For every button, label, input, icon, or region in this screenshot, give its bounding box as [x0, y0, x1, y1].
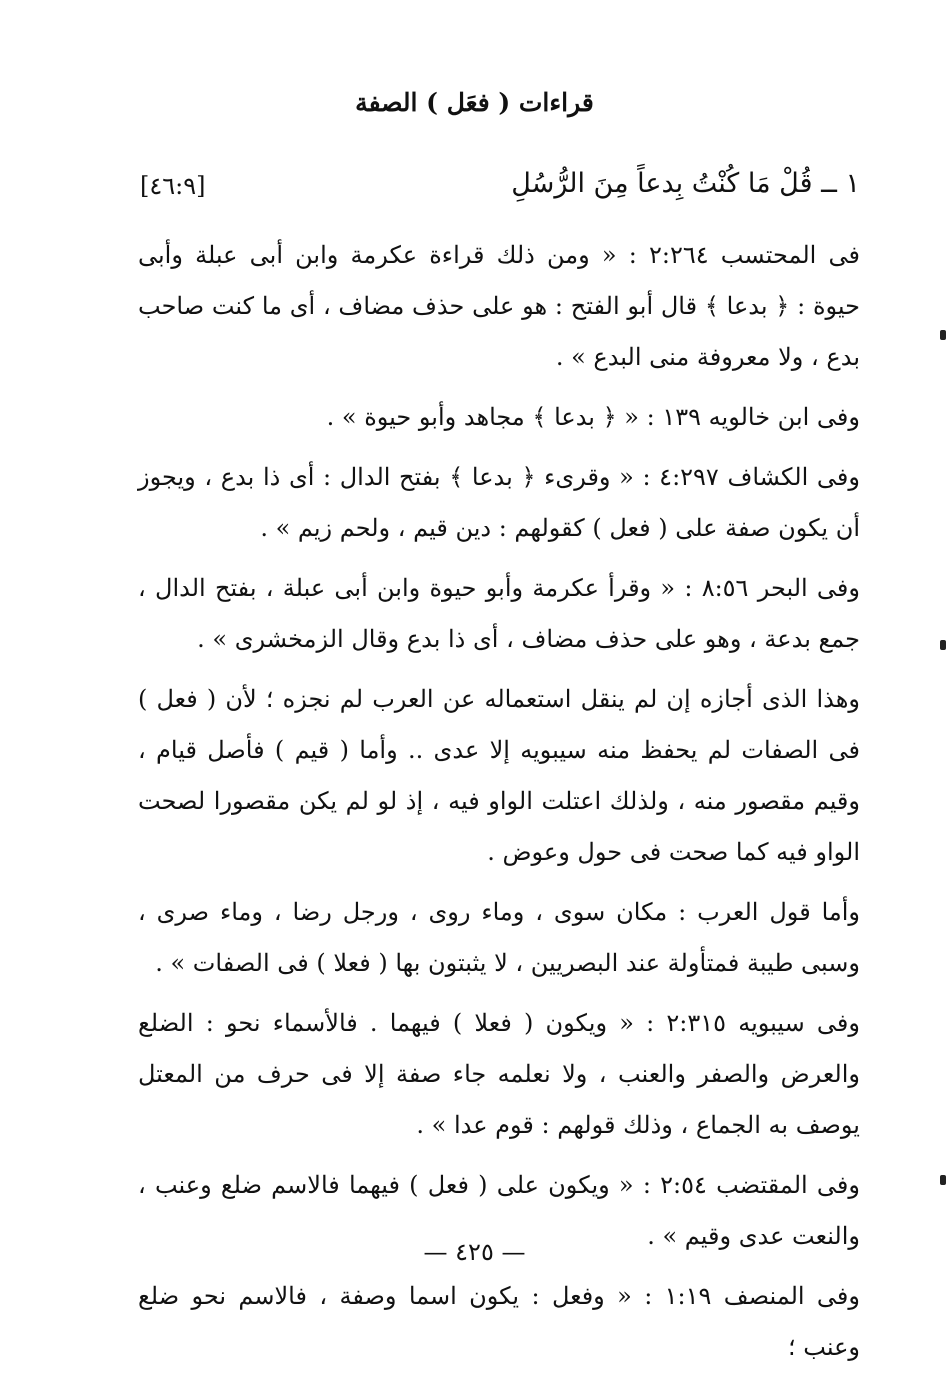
paragraph-muhtasib: فى المحتسب ٢:٢٦٤ : « ومن ذلك قراءة عكرمة وابن أبى عبلة وأبى حيوة : ﴿ بدعا ﴾ قال أبو الفتح : هو على حذف مضاف ، أى ما كنت صاحب بدع ، ولا معروفة منى البدع » . [138, 241, 860, 371]
paragraph-munsif: وفى المنصف ١:١٩ : « وفعل : يكون اسما وصفة ، فالاسم نحو ضلع وعنب ؛ [138, 1282, 860, 1361]
scan-edge-mark [940, 330, 946, 340]
paragraph-sibawayh: وفى سيبويه ٢:٣١٥ : « ويكون ( فعلا ) فيهما . فالأسماء نحو : الضلع والعرض والصفر والعنب ، ولا نعلمه جاء صفة إلا فى حرف من المعتل يوصف به الجماع ، وذلك قولهم : قوم عدا » . [138, 1009, 860, 1139]
scan-edge-mark [940, 1175, 946, 1185]
verse-reference: [٤٦:٩] [140, 172, 206, 200]
page-title: قراءات ( فعَل ) الصفة [355, 88, 594, 117]
body-text [138, 230, 860, 1373]
page-number: — ٤٢٥ — [423, 1238, 526, 1266]
verse-row [140, 168, 860, 212]
scan-edge-mark [940, 640, 946, 650]
paragraph-arab-usage: وأما قول العرب : مكان سوى ، وماء روى ، ورجل رضا ، وماء صرى ، وسبى طيبة فمتأولة عند البصريين ، لا يثبتون بها ( فعلا ) فى الصفات » . [138, 898, 860, 977]
paragraph-ibn-khalawayh: وفى ابن خالويه ١٣٩ : « ﴿ بدعا ﴾ مجاهد وأبو حيوة » . [326, 403, 860, 431]
paragraph-commentary: وهذا الذى أجازه إن لم ينقل استعماله عن العرب لم نجزه ؛ لأن ( فعل ) فى الصفات لم يحفظ منه سيبويه إلا عدى .. وأما ( قيم ) فأصل قيام ، وقيم مقصور منه ، ولذلك اعتلت الواو فيه ، إذ لو لم يكن مقصورا لصحت الواو فيه كما صحت فى حول وعوض . [138, 685, 860, 866]
paragraph-muqtadab: وفى المقتضب ٢:٥٤ : « ويكون على ( فعل ) فيهما فالاسم ضلع وعنب ، والنعت عدى وقيم » . [138, 1171, 860, 1250]
paragraph-bahr: وفى البحر ٨:٥٦ : « وقرأ عكرمة وأبو حيوة وابن أبى عبلة ، بفتح الدال ، جمع بدعة ، وهو على حذف مضاف ، أى ذا بدع وقال الزمخشرى » . [138, 574, 860, 653]
paragraph-kashshaf: وفى الكشاف ٤:٢٩٧ : « وقرىء ﴿ بدعا ﴾ بفتح الدال : أى ذا بدع ، ويجوز أن يكون صفة على ( فعل ) كقولهم : دين قيم ، ولحم زيم » . [138, 463, 860, 542]
verse-text: ١ ــ قُلْ مَا كُنْتُ بِدعاً مِنَ الرُّسُلِ [511, 168, 860, 199]
